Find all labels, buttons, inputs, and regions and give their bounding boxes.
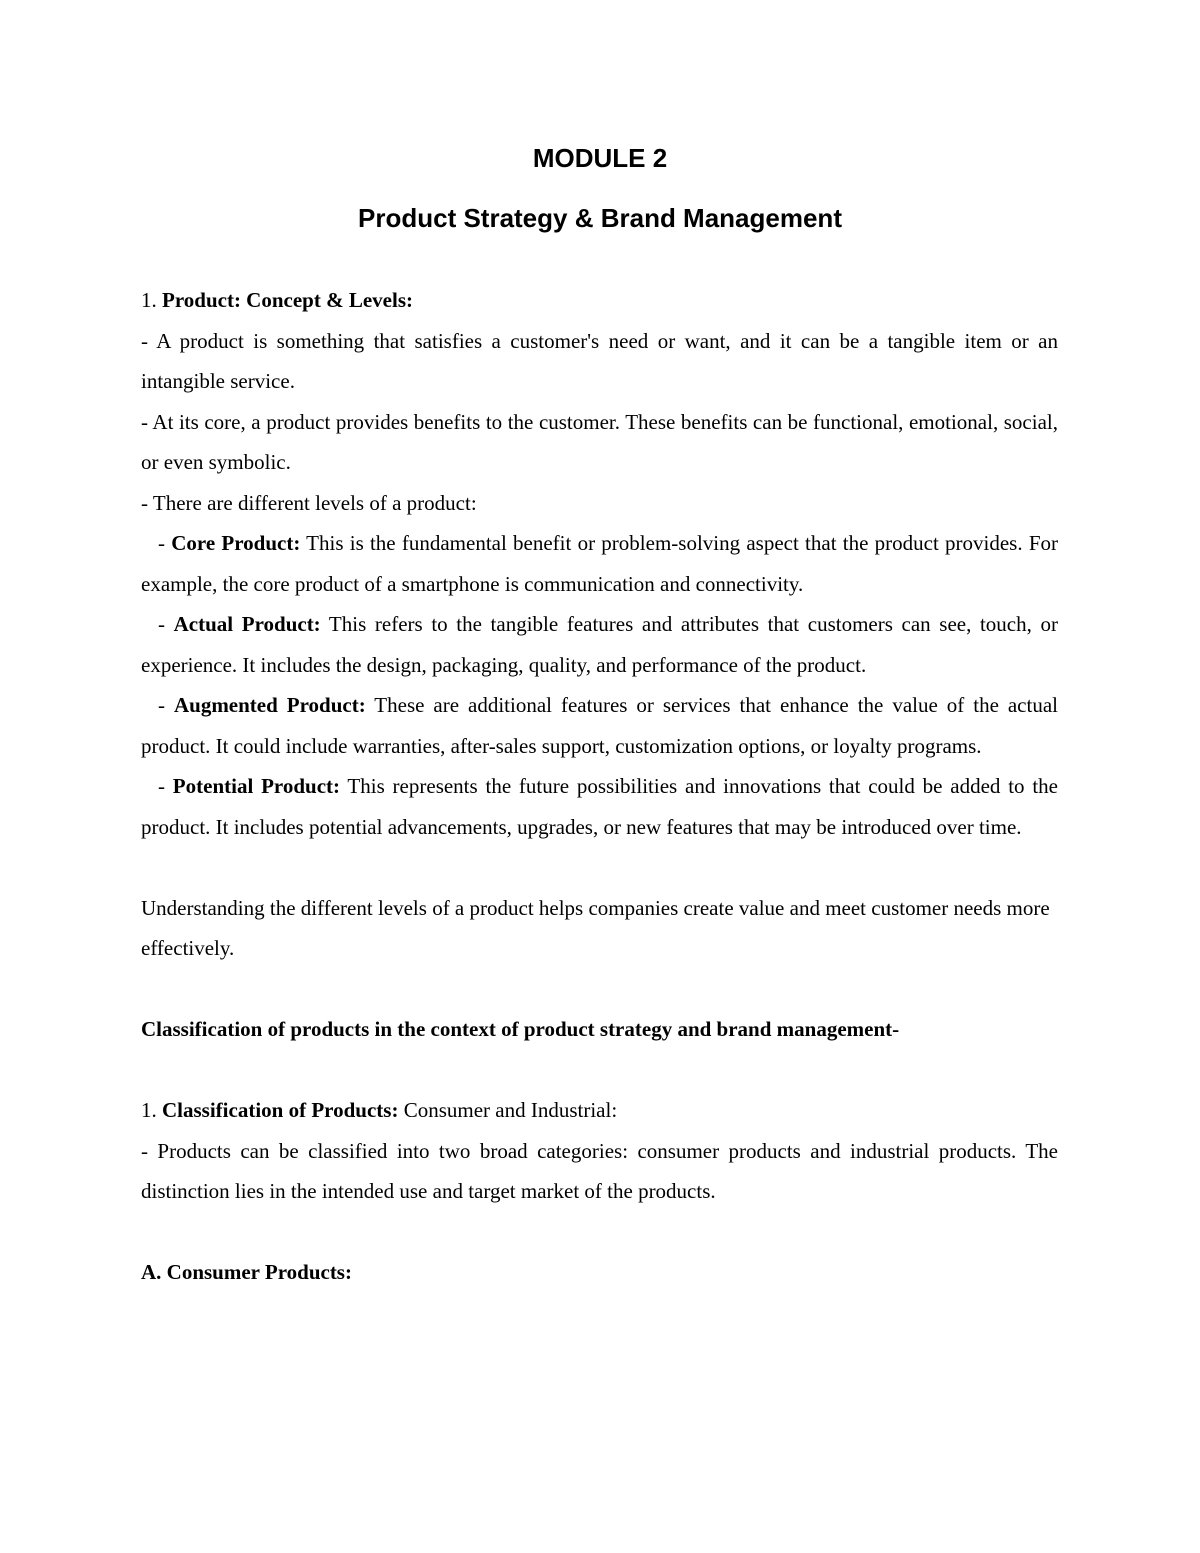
document-title: Product Strategy & Brand Management bbox=[358, 203, 842, 233]
level-dash: - bbox=[158, 693, 174, 717]
classification-heading-text: Classification of products in the context of product strategy and brand management- bbox=[141, 1017, 900, 1041]
level-description: This represents the future possibilities and innovations that could be added to the product. It includes potential advancements, upgrades, or new features that may be introduced over time. bbox=[141, 774, 1059, 839]
item-heading: Classification of Products: bbox=[162, 1098, 399, 1122]
subheading-text: A. Consumer Products: bbox=[141, 1260, 352, 1284]
section-title: Product: Concept & Levels: bbox=[162, 288, 413, 312]
item-text: Consumer and Industrial: bbox=[398, 1098, 618, 1122]
section-heading bbox=[141, 280, 1058, 321]
spacer bbox=[141, 1050, 1058, 1091]
classification-heading bbox=[141, 1009, 1058, 1050]
document-body bbox=[141, 280, 1058, 1293]
level-description: These are additional features or services that enhance the value of the actual product. It could include warranties, after-sales support, customization options, or loyalty programs. bbox=[141, 693, 1058, 758]
level-dash: - bbox=[158, 612, 174, 636]
level-dash: - bbox=[158, 531, 172, 555]
spacer bbox=[141, 1212, 1058, 1253]
level-name: Augmented Product: bbox=[173, 693, 366, 717]
level-core-product bbox=[141, 523, 1058, 604]
module-title: MODULE 2 bbox=[532, 143, 668, 173]
classification-item bbox=[141, 1090, 1058, 1131]
level-name: Actual Product: bbox=[173, 612, 321, 636]
subheading bbox=[141, 1252, 1058, 1293]
level-augmented-product bbox=[141, 685, 1058, 766]
summary-paragraph: Understanding the different levels of a product helps companies create value and meet customer needs more effectively. bbox=[141, 895, 1050, 960]
level-dash: - bbox=[158, 774, 173, 798]
level-potential-product bbox=[141, 766, 1058, 847]
item-number: 1. bbox=[141, 1098, 157, 1122]
level-description: This refers to the tangible features and attributes that customers can see, touch, or experience. It includes the design, packaging, quality, and performance of the product. bbox=[141, 612, 1058, 677]
paragraph: - At its core, a product provides benefits to the customer. These benefits can be functional, emotional, social, or even symbolic. bbox=[141, 409, 1058, 474]
level-name: Core Product: bbox=[171, 531, 301, 555]
spacer bbox=[141, 969, 1058, 1010]
paragraph: - A product is something that satisfies a customer's need or want, and it can be a tangible item or an intangible service. bbox=[141, 328, 1058, 393]
paragraph: - Products can be classified into two broad categories: consumer products and industrial products. The distinction lies in the intended use and target market of the products. bbox=[141, 1138, 1058, 1203]
level-actual-product bbox=[141, 604, 1058, 685]
level-description: This is the fundamental benefit or problem-solving aspect that the product provides. For example, the core product of a smartphone is communication and connectivity. bbox=[141, 531, 1058, 596]
paragraph: - There are different levels of a product: bbox=[141, 490, 477, 515]
section-number: 1. bbox=[141, 288, 157, 312]
spacer bbox=[141, 847, 1058, 888]
level-name: Potential Product: bbox=[172, 774, 341, 798]
